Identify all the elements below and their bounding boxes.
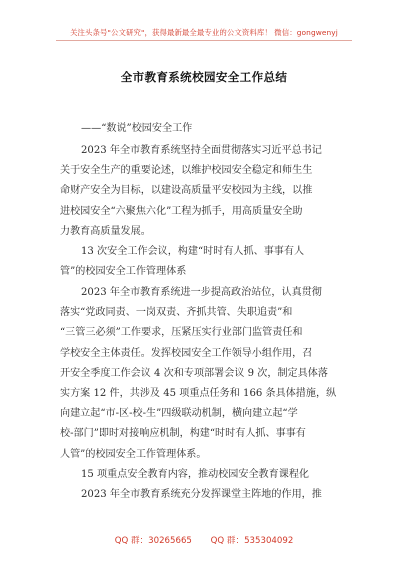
paragraph-line: 13 次安全工作会议，构建“时时有人抓、事事有人 (81, 246, 305, 257)
section-heading (60, 119, 348, 139)
paragraph-line: 进校园安全“六聚焦六化”工程为抓手，用高质量安全助 (60, 205, 303, 217)
paragraph-line: 2023 年全市教育系统进一步提高政治站位，认真贯彻 (81, 287, 322, 298)
paragraph-3 (60, 283, 348, 465)
paragraph-5 (60, 485, 348, 505)
paragraph-line: 管”的校园安全工作管理体系 (60, 266, 187, 278)
paragraph-line: 实方案 12 件，共涉及 45 项重点任务和 166 条具体措施，纵 (60, 388, 337, 400)
paragraph-line: 向建立起“市-区-校-生”四级联动机制，横向建立起“学 (60, 408, 298, 420)
paragraph-line: 关于安全生产的重要论述，以维护校园安全稳定和师生生 (60, 165, 313, 177)
section-heading-text: ——“数说”校园安全工作 (81, 123, 193, 134)
document-title: 全市教育系统校园安全工作总结 (120, 70, 288, 84)
footer-qq-group-2[interactable]: QQ 群：535304092 (210, 536, 294, 546)
paragraph-line: 2023 年全市教育系统充分发挥课堂主阵地的作用，推 (81, 489, 322, 500)
paragraph-2 (60, 242, 348, 282)
paragraph-line: 命财产安全为目标，以建设高质量平安校园为主线，以推 (60, 185, 313, 197)
header-banner[interactable]: 关注头条号"公文研究"，获得最新最全最专业的公文资料库！ 微信：gongwenyj (70, 28, 338, 37)
paragraph-line: 校-部门”即时对接响应机制，构建“时时有人抓、事事有 (60, 428, 306, 440)
paragraph-line: 力教育高质量发展。 (60, 225, 151, 237)
paragraph-line: 15 项重点安全教育内容，推动校园安全教育课程化 (81, 469, 310, 480)
paragraph-1 (60, 141, 348, 242)
paragraph-4 (60, 465, 348, 485)
paragraph-line: 学校安全主体责任。发挥校园安全工作领导小组作用，召 (60, 347, 313, 359)
paragraph-line: “三管三必须”工作要求，压紧压实行业部门监管责任和 (60, 327, 303, 339)
footer-qq-group-1[interactable]: QQ 群：30265665 (114, 536, 192, 546)
paragraph-line: 人管”的校园安全工作管理体系。 (60, 448, 207, 460)
paragraph-line: 落实“党政同责、一岗双责、齐抓共管、失职追责”和 (60, 307, 293, 319)
footer-contacts (0, 534, 408, 546)
header-divider (56, 40, 352, 41)
paragraph-line: 开安全季度工作会议 4 次和专项部署会议 9 次，制定具体落 (60, 367, 328, 379)
paragraph-line: 2023 年全市教育系统坚持全面贯彻落实习近平总书记 (81, 145, 322, 156)
